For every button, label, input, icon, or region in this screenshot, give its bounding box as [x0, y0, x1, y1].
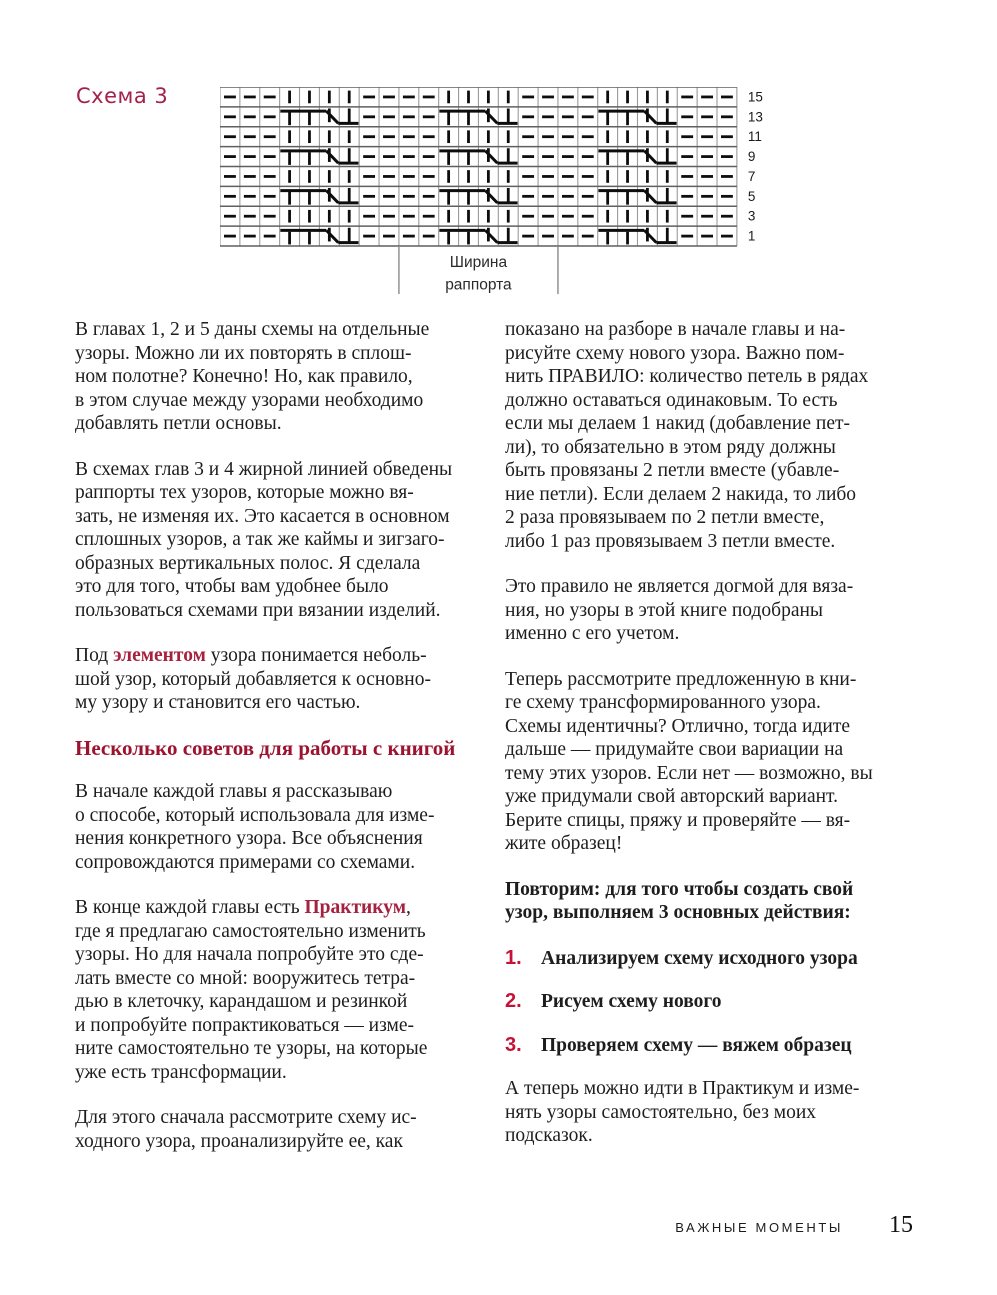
text-line: нения конкретного узора. Все объяснения: [75, 828, 423, 849]
text-line: 2 раза провязываем по 2 петли вместе,: [505, 507, 825, 528]
paragraph: [505, 878, 925, 925]
knitting-chart-svg: [220, 87, 797, 304]
knitting-chart: [220, 87, 797, 309]
text-line: рисуйте схему нового узора. Важно пом-: [505, 342, 845, 364]
text-line: ните самостоятельно те узоры, на которые: [75, 1038, 428, 1059]
text-line: это для того, чтобы вам удобнее было: [75, 576, 389, 597]
page-number: 15: [889, 1212, 913, 1238]
footer-section-title: ВАЖНЫЕ МОМЕНТЫ: [675, 1220, 843, 1235]
text-line: добавлять петли основы.: [75, 413, 282, 434]
text-line: узоры. Но для начала попробуйте это сде-: [75, 944, 424, 965]
text-line: шой узор, который добавляется к основно-: [75, 668, 431, 690]
text-line: узор, выполняем 3 основных действия:: [505, 902, 851, 923]
text-line: нить ПРАВИЛО: количество петель в рядах: [505, 366, 869, 387]
text-line: пользоваться схемами при вязании изделий.: [75, 599, 441, 621]
text-line: В главах 1, 2 и 5 даны схемы на отдельные: [75, 319, 430, 340]
text-line: должно оставаться одинаковым. То есть: [505, 389, 838, 411]
text-line: Для этого сначала рассмотрите схему ис-: [75, 1107, 417, 1128]
text-column-left: [75, 318, 487, 1175]
text-line: лать вместе со мной: вооружитесь тетра-: [75, 967, 416, 989]
list-item-number: 3.: [505, 1033, 522, 1056]
text-line: дальше — придумайте свои вариации на: [505, 739, 844, 760]
paragraph: [75, 896, 487, 1084]
row-number: 13: [747, 109, 763, 125]
rapport-width-label: раппорта: [445, 276, 512, 294]
paragraph: [505, 318, 925, 553]
text-line: ге схему трансформированного узора.: [505, 692, 821, 713]
paragraph: [75, 318, 487, 436]
numbered-list-item: [505, 947, 925, 971]
paragraph: [505, 575, 925, 646]
row-number: 11: [747, 129, 762, 145]
text-line: Берите спицы, пряжу и проверяйте — вя-: [505, 809, 851, 831]
text-line: сопровождаются примерами со схемами.: [75, 851, 416, 873]
rapport-width-label: Ширина: [449, 254, 508, 272]
list-item-text: Проверяем схему — вяжем образец: [541, 1034, 852, 1056]
text-line: образных вертикальных полос. Я сделала: [75, 552, 421, 574]
text-line: тему этих узоров. Если нет — возможно, вы: [505, 762, 873, 784]
text-line: сплошных узоров, а так же каймы и зигзаго-: [75, 529, 445, 550]
row-number: 3: [747, 208, 756, 224]
text-line: и попробуйте попрактиковаться — изме-: [75, 1014, 415, 1036]
paragraph: [75, 644, 487, 715]
accent-term: элементом: [113, 645, 206, 666]
text-line: В начале каждой главы я рассказываю: [75, 781, 393, 802]
text-line: в этом случае между узорами необходимо: [75, 389, 424, 411]
text-line: ния, но узоры в этой книге подобраны: [505, 599, 824, 621]
text-line: о способе, который использовала для изме-: [75, 804, 435, 826]
paragraph: [75, 458, 487, 623]
row-number: 1: [747, 228, 756, 244]
paragraph: [505, 1077, 925, 1148]
schema-title: Схема 3: [76, 84, 169, 108]
text-line: Это правило не является догмой для вяза-: [505, 576, 854, 597]
list-item-number: 1.: [505, 946, 522, 969]
numbered-list-item: [505, 990, 925, 1014]
paragraph: [75, 1106, 487, 1153]
row-number: 5: [747, 188, 756, 204]
text-line: нять узоры самостоятельно, без моих: [505, 1101, 817, 1123]
text-line: жите образец!: [505, 833, 623, 854]
text-line: дью в клеточку, карандашом и резинкой: [75, 991, 408, 1012]
text-line: именно с его учетом.: [505, 623, 680, 644]
text-line: му узору и становится его частью.: [75, 692, 361, 713]
text-line: ли), то обязательно в этом ряду должны: [505, 436, 836, 458]
text-line: ном полотне? Конечно! Но, как правило,: [75, 366, 413, 387]
text-line: зать, не изменяя их. Это касается в основном: [75, 505, 450, 527]
text-line: показано на разборе в начале главы и на-: [505, 319, 846, 340]
text-line: если мы делаем 1 накид (добавление пет-: [505, 413, 850, 434]
text-line: Под элементом узора понимается неболь-: [75, 645, 427, 666]
numbered-list-item: [505, 1034, 925, 1058]
paragraph: [75, 780, 487, 874]
text-line: либо 1 раз провязываем 3 петли вместе.: [505, 530, 836, 552]
text-line: Схемы идентичны? Отлично, тогда идите: [505, 715, 851, 737]
text-line: Повторим: для того чтобы создать свой: [505, 878, 854, 900]
section-heading: Несколько советов для работы с книгой: [75, 735, 456, 760]
text-line: уже есть трансформации.: [75, 1061, 287, 1083]
paragraph: [505, 668, 925, 856]
list-item-number: 2.: [505, 990, 522, 1012]
text-line: где я предлагаю самостоятельно изменить: [75, 920, 426, 942]
text-line: уже придумали свой авторский вариант.: [505, 786, 838, 807]
row-number: 9: [747, 149, 756, 165]
text-line: подсказок.: [505, 1125, 593, 1146]
list-item-text: Рисуем схему нового: [541, 991, 722, 1012]
row-number: 15: [747, 89, 763, 105]
text-line: раппорты тех узоров, которые можно вя-: [75, 482, 414, 503]
text-line: ходного узора, проанализируйте ее, как: [75, 1130, 403, 1152]
page-footer: [675, 1212, 913, 1239]
text-line: В схемах глав 3 и 4 жирной линией обведены: [75, 458, 453, 480]
accent-term: Практикум: [304, 897, 407, 918]
row-number: 7: [747, 168, 756, 184]
text-column-right: [505, 318, 925, 1170]
text-line: А теперь можно идти в Практикум и изме-: [505, 1078, 860, 1099]
list-item-text: Анализируем схему исходного узора: [541, 947, 858, 969]
text-line: узоры. Можно ли их повторять в сплош-: [75, 342, 412, 364]
text-line: В конце каждой главы есть Практикум,: [75, 897, 411, 918]
text-line: быть провязаны 2 петли вместе (убавле-: [505, 460, 840, 481]
text-line: ние петли). Если делаем 2 накида, то либо: [505, 483, 857, 505]
text-line: Теперь рассмотрите предложенную в кни-: [505, 668, 857, 690]
